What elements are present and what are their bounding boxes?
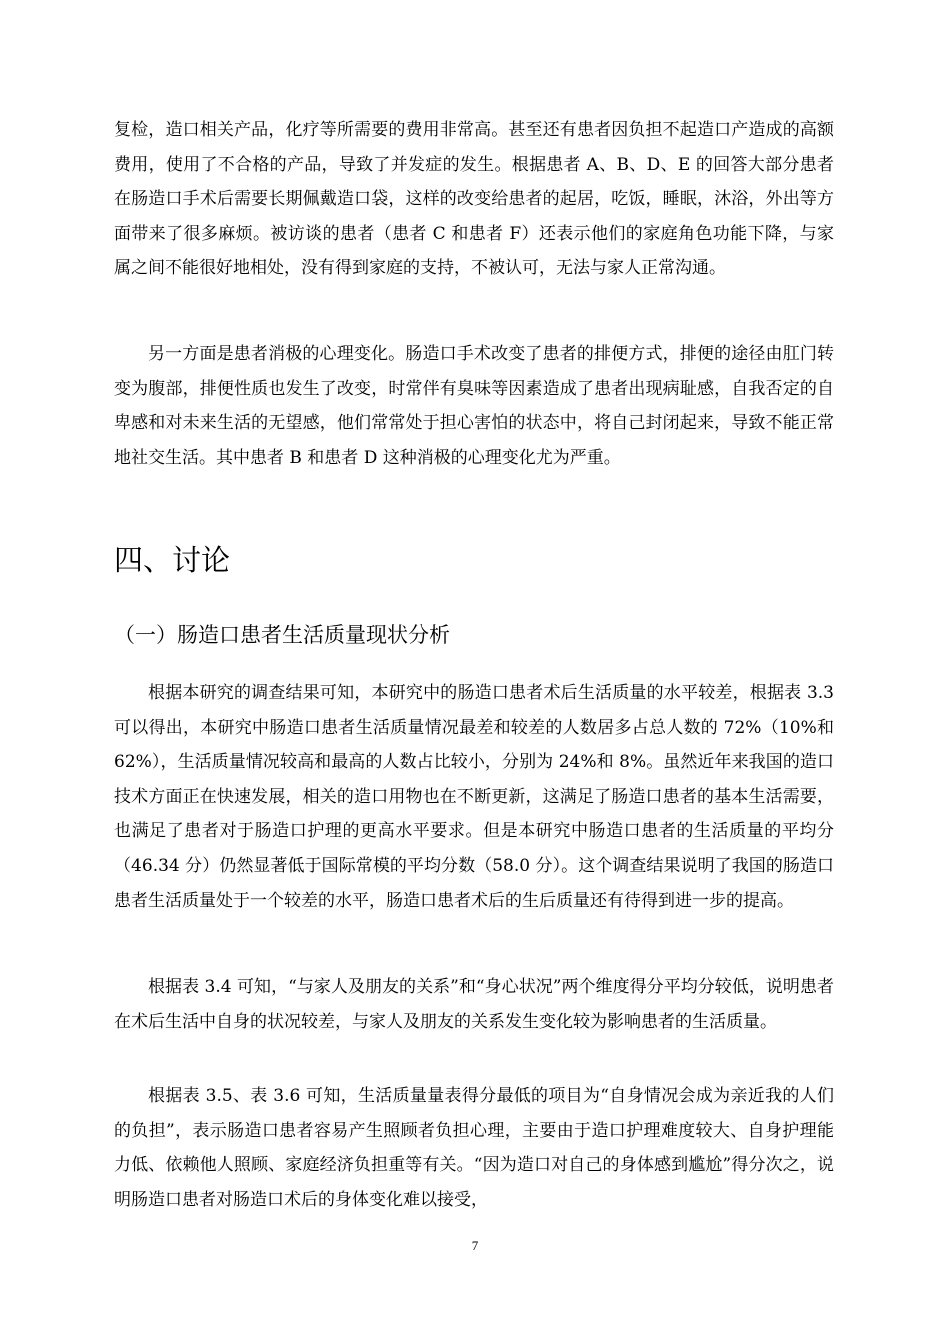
paragraph-text: 另一方面是患者消极的心理变化。肠造口手术改变了患者的排便方式，排便的途径由肛门转变为腹部，排便性质也发生了改变，时常伴有臭味等因素造成了患者出现病耻感，自我否定的自卑感和对未来生活的无望感，他们常常处于担心害怕的状态中，将自己封闭起来，导致不能正常地社交生活。其中患者 B 和患者 D 这种消极的心理变化尤为严重。 [114, 344, 834, 468]
paragraph-text: 根据表 3.4 可知，“与家人及朋友的关系”和“身心状况”两个维度得分平均分较低，说明患者在术后生活中自身的状况较差，与家人及朋友的关系发生变化较为影响患者的生活质量。 [114, 977, 834, 1032]
paragraph-survey-results [114, 676, 834, 918]
paragraph-continued [114, 113, 834, 286]
paragraph-text: 复检，造口相关产品，化疗等所需要的费用非常高。甚至还有患者因负担不起造口产造成的高额费用，使用了不合格的产品，导致了并发症的发生。根据患者 A、B、D、E 的回答大部分患者在肠造口手术后需要长期佩戴造口袋，这样的改变给患者的起居，吃饭，睡眠，沐浴，外出等方面带来了很多麻烦。被访谈的患者（患者 C 和患者 F）还表示他们的家庭角色功能下降，与家属之间不能很好地相处，没有得到家庭的支持，不被认可，无法与家人正常沟通。 [114, 120, 834, 279]
subsection-heading: （一）肠造口患者生活质量现状分析 [114, 623, 450, 647]
paragraph-table-3-5 [114, 1079, 834, 1217]
section-heading: 四、讨论 [114, 543, 231, 577]
paragraph-text: 根据本研究的调查结果可知，本研究中的肠造口患者术后生活质量的水平较差，根据表 3.3 可以得出，本研究中肠造口患者生活质量情况最差和较差的人数居多占总人数的 72%（10%和 62%），生活质量情况较高和最高的人数占比较小，分别为 24%和 8%。虽然近年来我国的造口技术方面正在快速发展，相关的造口用物也在不断更新，这满足了肠造口患者的基本生活需要，也满足了患者对于肠造口护理的更高水平要求。但是本研究中肠造口患者的生活质量的平均分（46.34 分）仍然显著低于国际常模的平均分数（58.0 分）。这个调查结果说明了我国的肠造口患者生活质量处于一个较差的水平，肠造口患者术后的生后质量还有待得到进一步的提高。 [114, 683, 834, 911]
paragraph-table-3-4 [114, 970, 834, 1039]
paragraph-psychological-change [114, 337, 834, 475]
page-number: 7 [471, 1238, 479, 1253]
paragraph-text: 根据表 3.5、表 3.6 可知，生活质量量表得分最低的项目为“自身情况会成为亲近我的人们的负担”，表示肠造口患者容易产生照顾者负担心理，主要由于造口护理难度较大、自身护理能力低、依赖他人照顾、家庭经济负担重等有关。“因为造口对自己的身体感到尴尬”得分次之，说明肠造口患者对肠造口术后的身体变化难以接受， [114, 1086, 834, 1210]
